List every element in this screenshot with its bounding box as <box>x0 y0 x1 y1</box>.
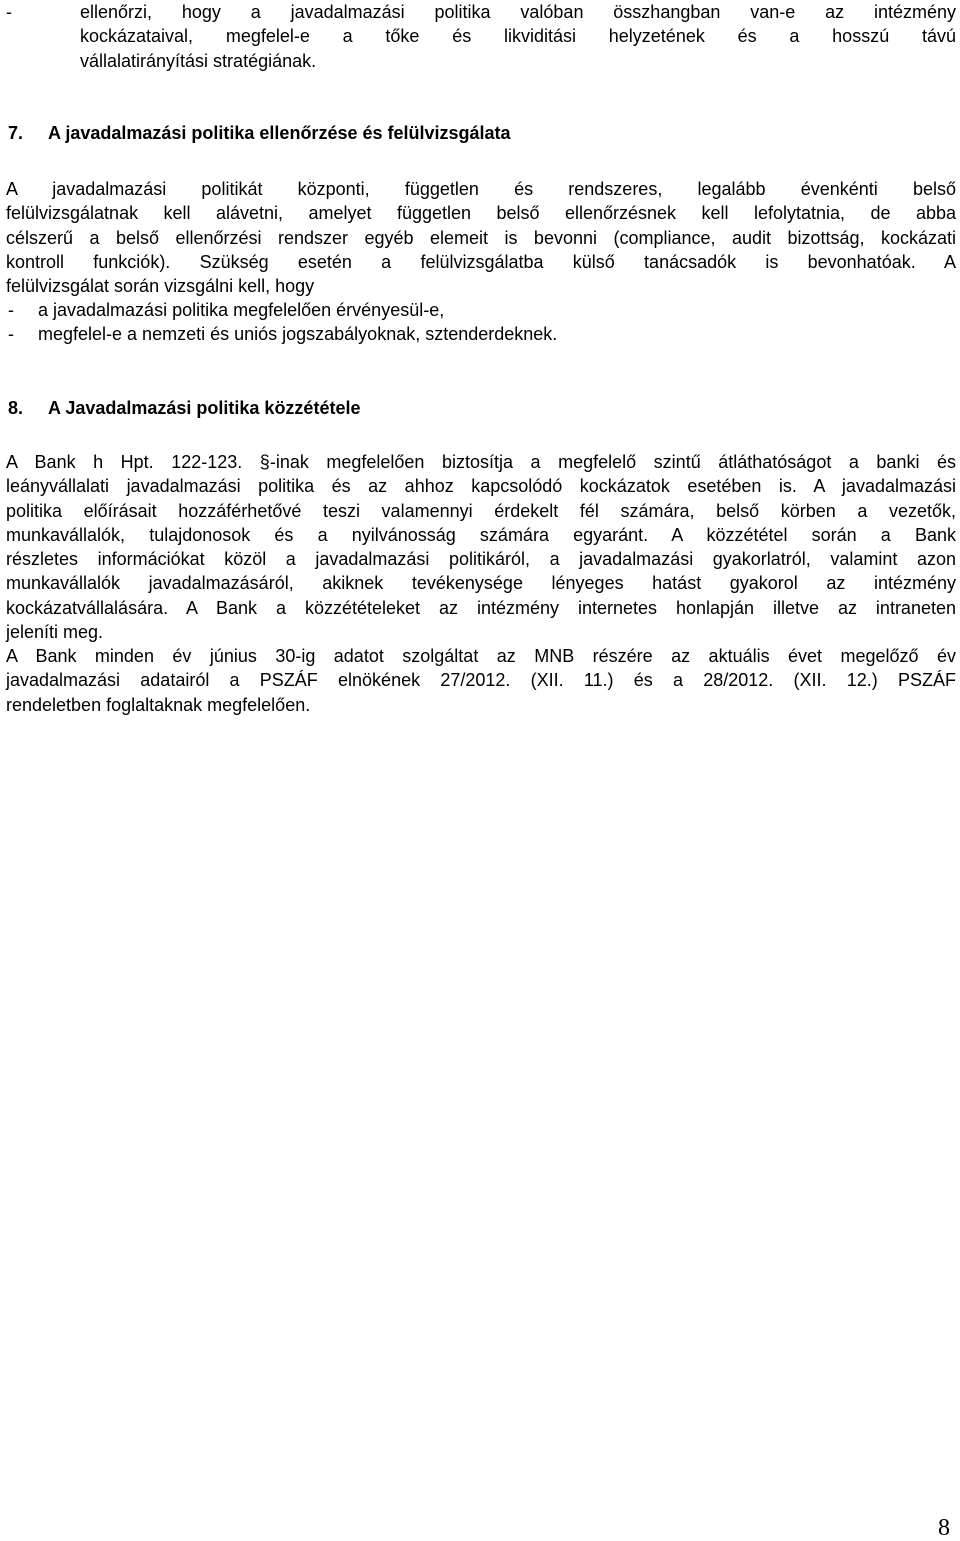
section-8-paragraph-2 <box>6 644 956 717</box>
section-7-paragraph <box>6 177 956 298</box>
section-number: 7. <box>8 123 24 143</box>
intro-bullet <box>6 0 956 73</box>
text-line: politika előírásait hozzáférhetővé teszi valamennyi érdekelt fél számára, belső körben a vezetők, <box>6 500 956 521</box>
section-7-bullet <box>6 322 956 346</box>
section-7-heading <box>8 121 511 145</box>
text-line: A javadalmazási politikát központi, független és rendszeres, legalább évenkénti belső <box>6 179 956 199</box>
text-line: jeleníti meg. <box>6 622 104 643</box>
text-line: kontroll funkciók). Szükség esetén a felülvizsgálatba külső tanácsadók is bevonhatóak. A <box>6 251 956 272</box>
text-line: leányvállalati javadalmazási politika és az ahhoz kapcsolódó kockázatok esetében is. A javadalmazási <box>6 476 956 497</box>
bullet-dash: - <box>8 300 14 320</box>
text-line: A Bank minden év június 30-ig adatot szolgáltat az MNB részére az aktuális évet megelőző év <box>6 646 956 666</box>
text-line: részletes információkat közöl a javadalmazási politikáról, a javadalmazási gyakorlatról, valamint azon <box>6 549 956 570</box>
text-line: megfelel-e a nemzeti és uniós jogszabályoknak, sztenderdeknek. <box>38 324 558 344</box>
text-line: felülvizsgálat során vizsgálni kell, hogy <box>6 276 315 297</box>
text-line: felülvizsgálatnak kell alávetni, amelyet független belső ellenőrzésnek kell lefolytatnia, de abba <box>6 203 956 224</box>
section-title: A javadalmazási politika ellenőrzése és felülvizsgálata <box>48 123 511 143</box>
text-line: javadalmazási adatairól a PSZÁF elnökének 27/2012. (XII. 11.) és a 28/2012. (XII. 12.) PSZÁF <box>6 670 956 691</box>
text-line: A Bank h Hpt. 122-123. §-inak megfelelően biztosítja a megfelelő szintű átláthatóságot a banki és <box>6 452 956 472</box>
section-7-bullet <box>6 298 956 322</box>
section-8-heading <box>8 396 360 420</box>
text-line: ellenőrzi, hogy a javadalmazási politika valóban összhangban van-e az intézmény <box>80 2 956 22</box>
bullet-text <box>38 298 956 322</box>
text-line: vállalatirányítási stratégiának. <box>80 50 317 71</box>
section-number: 8. <box>8 398 24 418</box>
page-number: 8 <box>938 1515 950 1541</box>
text-line: célszerű a belső ellenőrzési rendszer egyéb elemeit is bevonni (compliance, audit bizottság, kockázati <box>6 227 956 248</box>
bullet-dash: - <box>6 2 12 22</box>
text-line: a javadalmazási politika megfelelően érvényesül-e, <box>38 300 445 320</box>
text-line: munkavállalók, tulajdonosok és a nyilvánosság számára egyaránt. A közzététel során a Bank <box>6 524 956 545</box>
section-8-paragraph-1 <box>6 450 956 644</box>
text-line: kockázatvállalására. A Bank a közzétételeket az intézmény internetes honlapján illetve az intraneten <box>6 597 956 618</box>
bullet-text <box>38 322 956 346</box>
bullet-dash: - <box>8 324 14 344</box>
text-line: kockázataival, megfelel-e a tőke és likviditási helyzetének és a hosszú távú <box>80 26 956 47</box>
text-line: munkavállalók javadalmazásáról, akiknek tevékenysége lényeges hatást gyakorol az intézmény <box>6 573 956 594</box>
section-title: A Javadalmazási politika közzététele <box>48 398 361 418</box>
bullet-text <box>80 0 956 73</box>
text-line: rendeletben foglaltaknak megfelelően. <box>6 694 311 715</box>
